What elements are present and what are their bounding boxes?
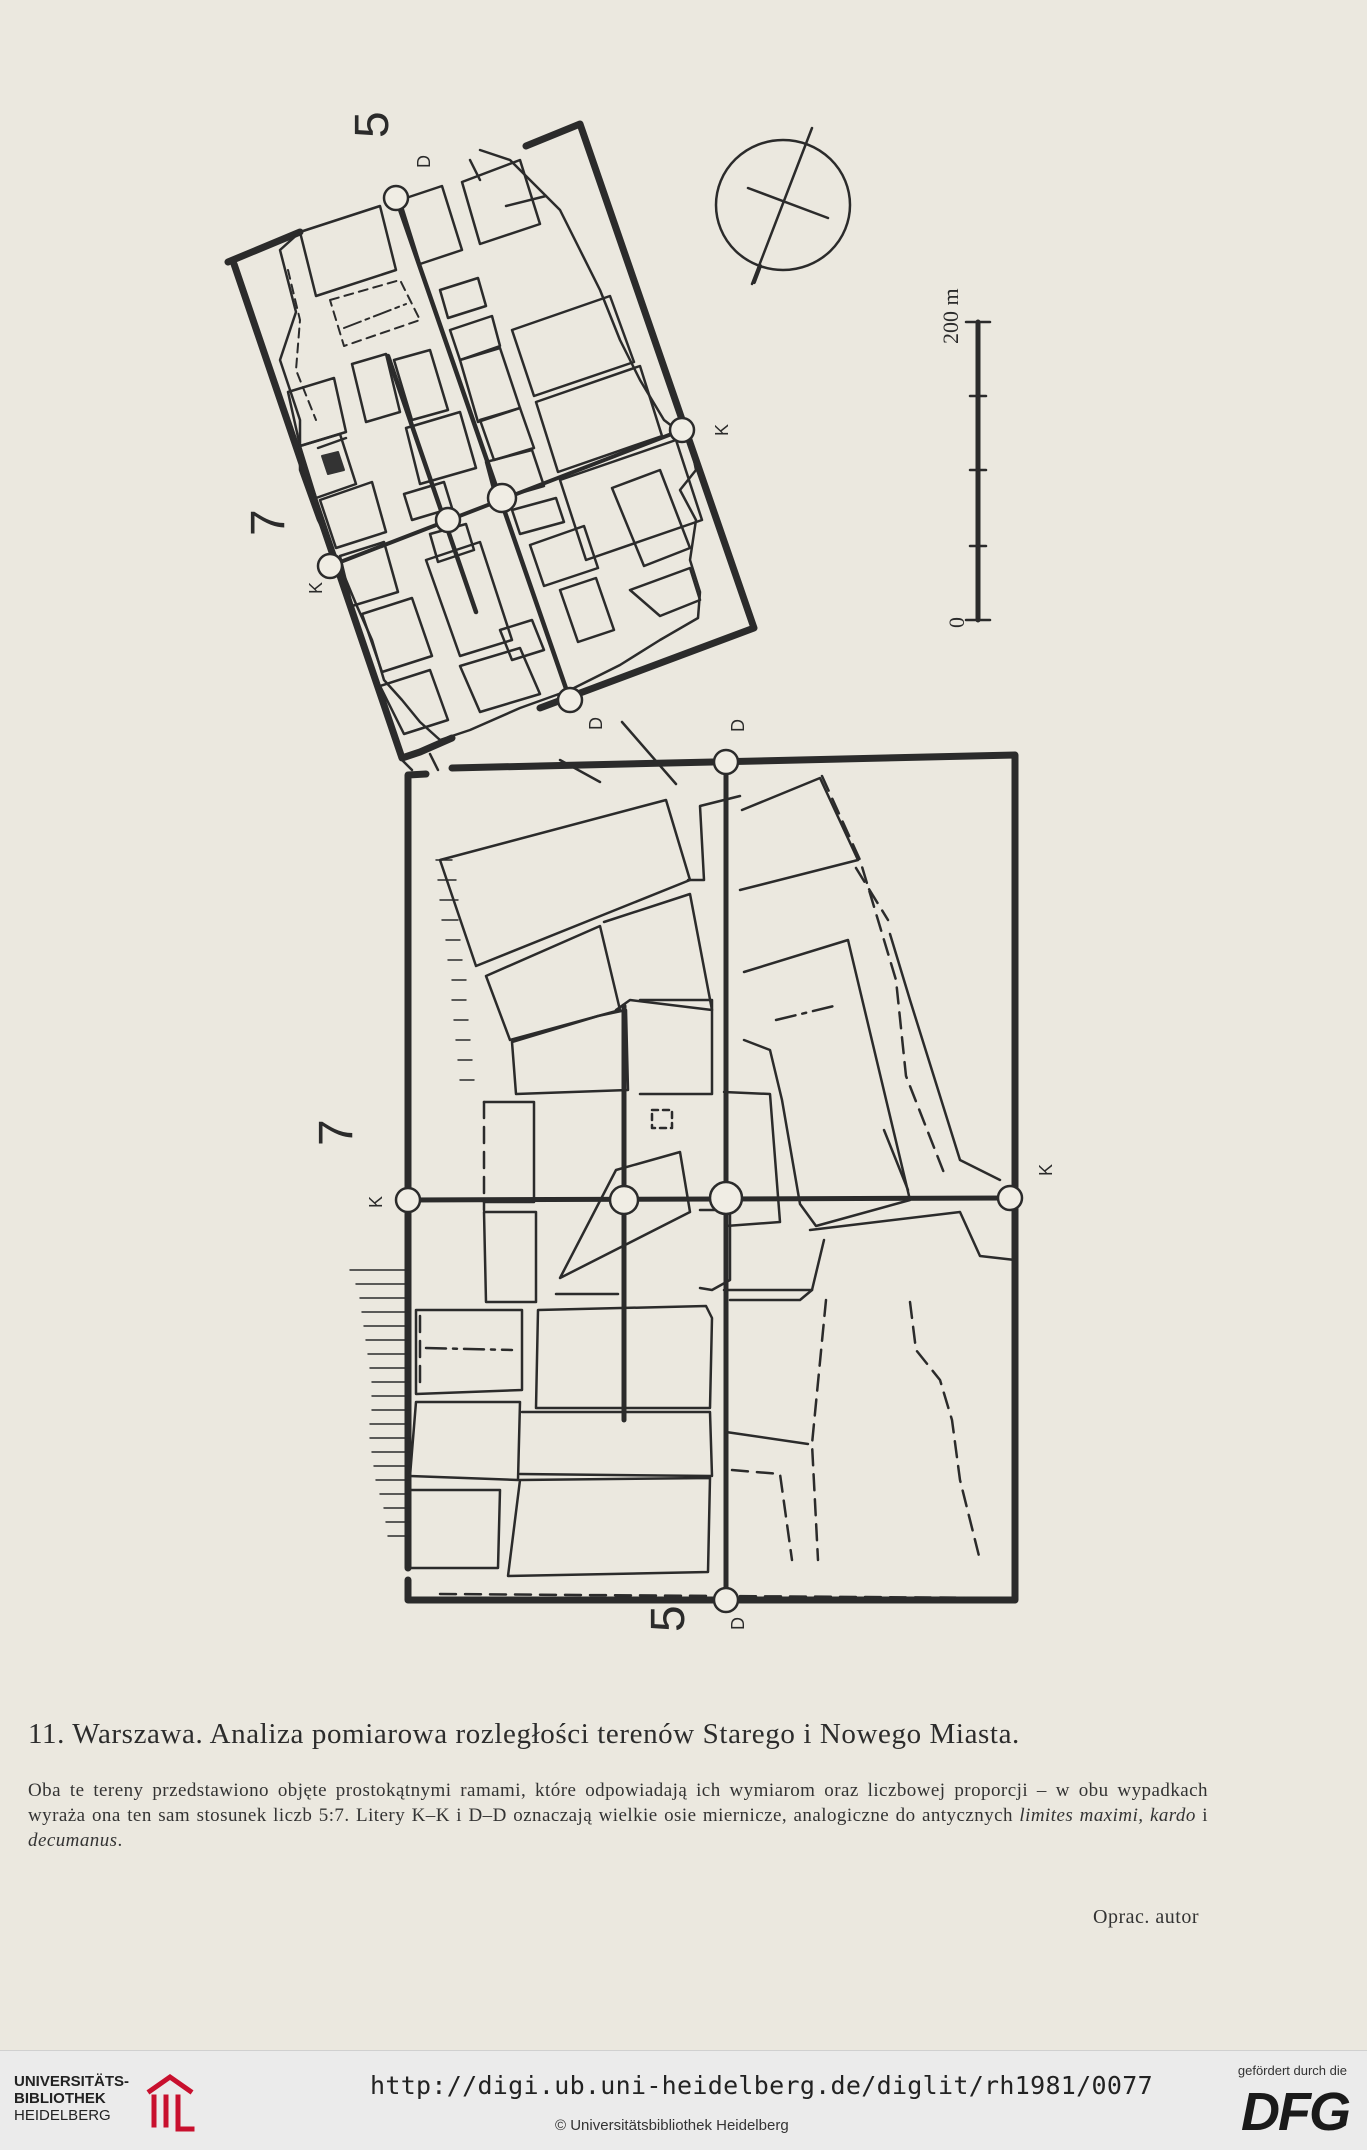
k-label-old-left: K <box>306 581 326 594</box>
d-label-new-top: D <box>728 719 748 732</box>
d-label-new-bottom: D <box>728 1617 748 1630</box>
description-text: Oba te tereny przedstawiono objęte prostokątnymi ramami, które odpowiadają ich wymiarom oraz liczbowej proporcji – w obu wypadkach wyraża ona ten sam stosunek liczb 5:7. Litery K–K i D–D oznaczają wielkie osie miernicze, analogiczne do antycznych <box>28 1780 1208 1826</box>
dfg-logo[interactable]: DFG <box>1241 2082 1349 2142</box>
library-name-line3: HEIDELBERG <box>14 2107 111 2124</box>
library-name-line2: BIBLIOTHEK <box>14 2090 106 2107</box>
k-label-new-left: K <box>366 1195 386 1208</box>
scale-zero-label: 0 <box>944 617 969 628</box>
permalink-url[interactable]: http://digi.ub.uni-heidelberg.de/diglit/rh1981/0077 <box>370 2071 1153 2100</box>
description-end: . <box>117 1830 123 1851</box>
k-label-new-right: K <box>1036 1163 1056 1176</box>
new-town-plan <box>350 750 1022 1612</box>
new-five-label: 5 <box>642 1605 695 1632</box>
north-arrow <box>716 128 850 284</box>
k-label-old-right: K <box>712 423 732 436</box>
old-town-plan <box>228 124 754 784</box>
new-town-blocks <box>410 778 1015 1576</box>
description-italic-decumanus: decumanus <box>28 1830 118 1851</box>
new-seven-label: 7 <box>310 1119 363 1146</box>
old-seven-label: 7 <box>242 509 295 536</box>
description-joiner: i <box>1195 1805 1208 1826</box>
author-credit: Oprac. autor <box>1093 1906 1199 1928</box>
library-footer <box>0 2050 1367 2150</box>
d-label-old-top: D <box>414 155 434 168</box>
library-name-line1: UNIVERSITÄTS- <box>14 2073 130 2090</box>
figure-caption: 11. Warszawa. Analiza pomiarowa rozległości terenów Starego i Nowego Miasta. <box>28 1718 1020 1750</box>
copyright-notice: © Universitätsbibliothek Heidelberg <box>555 2117 789 2134</box>
funding-note: gefördert durch die <box>1237 2063 1347 2078</box>
old-five-label: 5 <box>346 111 399 138</box>
scale-unit-label: 200 m <box>938 288 963 344</box>
d-label-old-bottom: D <box>586 717 606 730</box>
library-emblem-icon <box>140 2071 200 2133</box>
university-library-logo[interactable] <box>14 2073 194 2133</box>
figure-description <box>28 1778 1208 1853</box>
scale-bar <box>966 322 990 620</box>
description-italic-limites: limites maximi, kardo <box>1019 1805 1196 1826</box>
